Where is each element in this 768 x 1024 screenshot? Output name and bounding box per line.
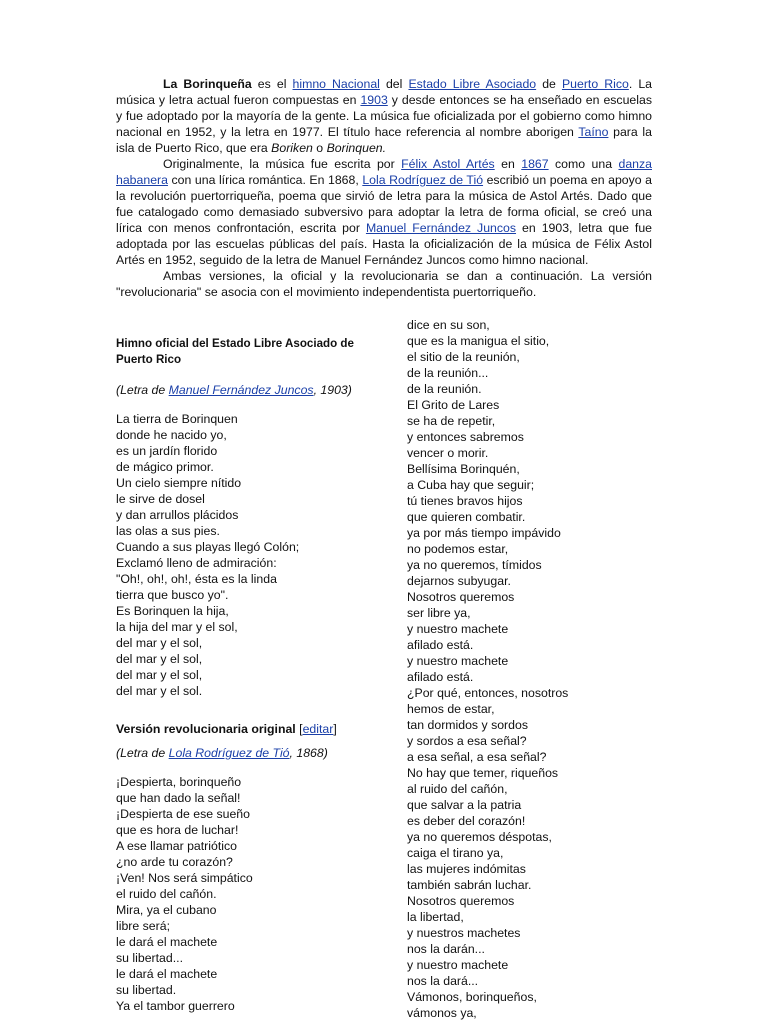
lyric-line: ¡Despierta, borinqueño: [116, 775, 242, 789]
link-felix-astol-artes[interactable]: Félix Astol Artés: [401, 157, 495, 171]
lyric-line: las mujeres indómitas: [407, 862, 526, 876]
lyric-line: ¿Por qué, entonces, nosotros: [407, 686, 569, 700]
lyric-line: y nuestro machete: [407, 958, 509, 972]
bracket-open: [: [295, 722, 303, 736]
lyric-line: y entonces sabremos: [407, 430, 524, 444]
lyric-line: Vámonos, borinqueños,: [407, 990, 537, 1004]
text-span: para la isla de Puerto Rico, que era: [116, 125, 652, 155]
lyric-line: a Cuba hay que seguir;: [407, 478, 535, 492]
lyric-line: "Oh!, oh!, oh!, ésta es la linda: [116, 572, 277, 586]
link-credit-rodriguez-de-tio[interactable]: Lola Rodríguez de Tió: [168, 746, 290, 760]
intro-paragraph-3: Ambas versiones, la oficial y la revolucionaria se dan a continuación. La versión "revolucionaria" se asocia con el movimiento independentista puertorriqueño.: [116, 269, 652, 299]
lyric-line: y nuestro machete: [407, 622, 509, 636]
lyric-line: que es la manigua el sitio,: [407, 334, 550, 348]
lyric-line: donde he nacido yo,: [116, 428, 227, 442]
lyric-line: le dará el machete: [116, 967, 218, 981]
lyric-line: dice en su son,: [407, 318, 490, 332]
lyric-line: la hija del mar y el sol,: [116, 620, 238, 634]
text-span: en 1903, letra que fue adoptada por las escuelas públicas del país. Hasta la oficialización de la música de Félix Astol Artés en 1952, seguido de la letra de Manuel Fernández Juncos como himno nacional.: [116, 221, 653, 267]
lyric-line: que salvar a la patria: [407, 798, 522, 812]
lyric-line: tan dormidos y sordos: [407, 718, 528, 732]
text-span: o: [312, 141, 327, 155]
revolutionary-credit: [116, 745, 386, 761]
lyric-line: tú tienes bravos hijos: [407, 494, 523, 508]
text-span: (Letra de: [116, 383, 169, 397]
lyric-line: dejarnos subyugar.: [407, 574, 511, 588]
lyric-line: Nosotros queremos: [407, 894, 515, 908]
lyric-line: Ya el tambor guerrero: [116, 999, 235, 1013]
lyric-line: de mágico primor.: [116, 460, 214, 474]
link-lola-rodriguez-de-tio[interactable]: Lola Rodríguez de Tió: [362, 173, 484, 187]
lyric-line: afilado está.: [407, 670, 474, 684]
lyric-line: tierra que busco yo".: [116, 588, 229, 602]
intro-paragraph-1: [116, 76, 652, 156]
edit-link[interactable]: editar: [302, 722, 334, 736]
lyric-line: La tierra de Borinquen: [116, 412, 238, 426]
link-danza-habanera[interactable]: danza habanera: [116, 157, 652, 187]
text-span: es el: [251, 77, 293, 91]
lyric-line: del mar y el sol.: [116, 684, 203, 698]
lyric-line: Bellísima Borinquén,: [407, 462, 520, 476]
lyric-line: al ruido del cañón,: [407, 782, 508, 796]
lyric-line: su libertad...: [116, 951, 183, 965]
lyric-line: Exclamó lleno de admiración:: [116, 556, 277, 570]
text-span: escribió un poema en apoyo a la revolución puertorriqueña, poema que sirvió de letra para la música de Astol Artés. Dado que fue catalogado como demasiado subversivo para adoptar la letra de forma oficial, se creó una lírica con menos confrontación, escrita por: [116, 173, 652, 235]
bracket-close: ]: [333, 722, 337, 736]
lyric-line: y nuestros machetes: [407, 926, 521, 940]
lyric-line: ya por más tiempo impávido: [407, 526, 561, 540]
official-credit: [116, 382, 386, 398]
official-lyrics: [116, 411, 386, 699]
text-span: en: [494, 157, 522, 171]
lyric-line: y sordos a esa señal?: [407, 734, 527, 748]
revolutionary-lyrics-part-1: [116, 774, 386, 1014]
link-manuel-fernandez-juncos[interactable]: Manuel Fernández Juncos: [365, 221, 517, 235]
link-himno-nacional[interactable]: himno Nacional: [292, 77, 380, 91]
lyric-line: nos la dará...: [407, 974, 479, 988]
official-anthem-heading: Himno oficial del Estado Libre Asociado de Puerto Rico: [116, 337, 354, 366]
link-1903[interactable]: 1903: [360, 93, 388, 107]
text-span: , 1903): [313, 383, 352, 397]
lyric-line: Es Borinquen la hija,: [116, 604, 229, 618]
right-column: [407, 317, 647, 1021]
lyric-line: le sirve de dosel: [116, 492, 205, 506]
text-span: del: [379, 77, 409, 91]
lyric-line: A ese llamar patriótico: [116, 839, 237, 853]
link-puerto-rico[interactable]: Puerto Rico: [561, 77, 629, 91]
lyric-line: que quieren combatir.: [407, 510, 526, 524]
lyric-line: de la reunión.: [407, 382, 482, 396]
lyric-line: que es hora de luchar!: [116, 823, 239, 837]
lyric-line: No hay que temer, riqueños: [407, 766, 559, 780]
lyric-line: se ha de repetir,: [407, 414, 496, 428]
intro-text: [116, 76, 652, 300]
lyric-line: caiga el tirano ya,: [407, 846, 504, 860]
intro-paragraph-2: [116, 156, 652, 268]
lyric-line: es un jardín florido: [116, 444, 218, 458]
revolutionary-lyrics-part-2: [407, 317, 647, 1021]
lyric-line: ya no queremos déspotas,: [407, 830, 552, 844]
left-column: [116, 336, 386, 1014]
link-1867[interactable]: 1867: [521, 157, 549, 171]
link-estado-libre-asociado[interactable]: Estado Libre Asociado: [408, 77, 537, 91]
lyric-line: no podemos estar,: [407, 542, 509, 556]
text-span: , 1868): [289, 746, 328, 760]
text-span: como una: [548, 157, 619, 171]
link-credit-fernandez-juncos[interactable]: Manuel Fernández Juncos: [168, 383, 314, 397]
lyric-line: vámonos ya,: [407, 1006, 477, 1020]
lyric-line: nos la darán...: [407, 942, 485, 956]
lyric-line: del mar y el sol,: [116, 636, 203, 650]
lyric-line: y nuestro machete: [407, 654, 509, 668]
lyric-line: Un cielo siempre nítido: [116, 476, 242, 490]
lyric-line: Nosotros queremos: [407, 590, 515, 604]
link-taino[interactable]: Taíno: [578, 125, 609, 139]
lyric-line: es deber del corazón!: [407, 814, 526, 828]
lyric-line: el ruido del cañón.: [116, 887, 217, 901]
text-span: Originalmente, la música fue escrita por: [163, 157, 402, 171]
text-span: y desde entonces se ha enseñado en escuelas y fue adoptado por la mayoría de la gente. La música fue oficializada por el gobierno como himno nacional en 1952, y la letra en 1977. El título hace referencia al nombre aborigen: [116, 93, 652, 139]
lyric-line: ¡Ven! Nos será simpático: [116, 871, 253, 885]
lyric-line: ya no queremos, tímidos: [407, 558, 542, 572]
lyric-line: las olas a sus pies.: [116, 524, 220, 538]
lyric-line: el sitio de la reunión,: [407, 350, 520, 364]
italic-boriken: Boriken: [271, 141, 313, 155]
lyric-line: y dan arrullos plácidos: [116, 508, 239, 522]
lyric-line: del mar y el sol,: [116, 652, 203, 666]
text-span: de: [536, 77, 562, 91]
lyric-line: afilado está.: [407, 638, 474, 652]
lyric-line: de la reunión...: [407, 366, 489, 380]
lyric-line: ser libre ya,: [407, 606, 471, 620]
lyric-line: hemos de estar,: [407, 702, 495, 716]
lyric-line: del mar y el sol,: [116, 668, 203, 682]
lyric-line: Cuando a sus playas llegó Colón;: [116, 540, 300, 554]
text-span: (Letra de: [116, 746, 169, 760]
text-span: . La música y letra actual fueron compuestas en: [116, 77, 653, 107]
lyric-line: vencer o morir.: [407, 446, 489, 460]
lyric-line: también sabrán luchar.: [407, 878, 532, 892]
lyric-line: ¿no arde tu corazón?: [116, 855, 233, 869]
lyric-line: ¡Despierta de ese sueño: [116, 807, 250, 821]
lyric-line: su libertad.: [116, 983, 177, 997]
lyric-line: a esa señal, a esa señal?: [407, 750, 547, 764]
lyric-line: le dará el machete: [116, 935, 218, 949]
revolutionary-heading: [116, 721, 386, 737]
lyric-line: Mira, ya el cubano: [116, 903, 217, 917]
heading-text: Versión revolucionaria original: [116, 722, 296, 736]
lyric-line: la libertad,: [407, 910, 464, 924]
lyric-line: libre será;: [116, 919, 170, 933]
lyric-line: que han dado la señal!: [116, 791, 241, 805]
lyric-line: El Grito de Lares: [407, 398, 500, 412]
italic-borinquen: Borinquen.: [326, 141, 387, 155]
anthem-title: La Borinqueña: [163, 77, 252, 91]
text-span: con una lírica romántica. En 1868,: [167, 173, 363, 187]
